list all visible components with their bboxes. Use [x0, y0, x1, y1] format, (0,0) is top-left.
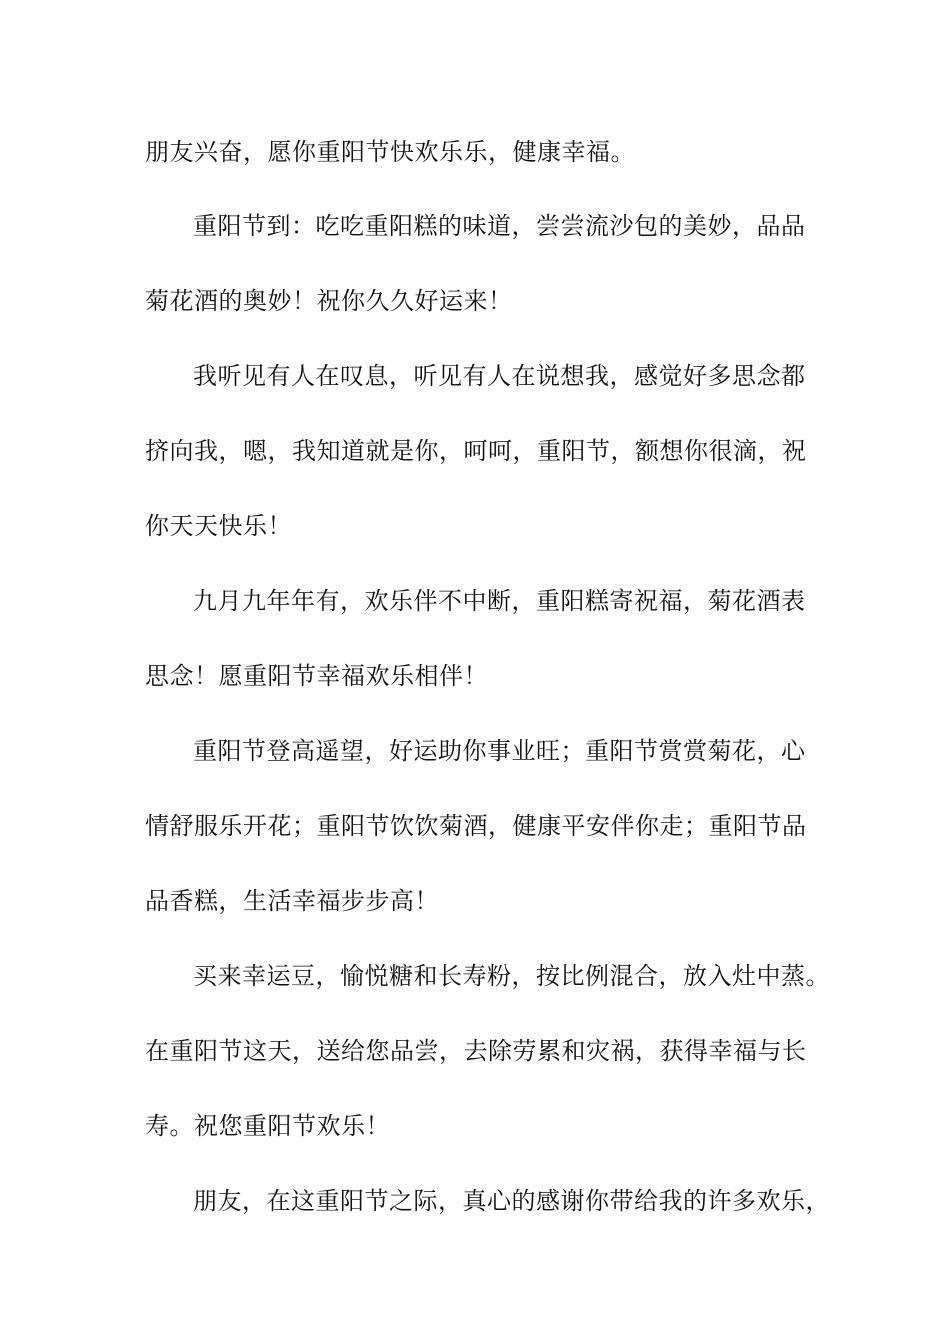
paragraph-first-line: 朋友，在这重阳节之际，真心的感谢你带给我的许多欢乐，	[193, 1187, 830, 1215]
paragraph-first-line: 重阳节登高遥望，好运助你事业旺；重阳节赏赏菊花，心	[193, 737, 806, 765]
paragraph-first-line: 我听见有人在叹息，听见有人在说想我，感觉好多思念都	[193, 362, 806, 390]
text-line: 情舒服乐开花；重阳节饮饮菊酒，健康平安伴你走；重阳节品	[145, 812, 807, 840]
text-line: 你天天快乐！	[145, 512, 292, 540]
text-line: 在重阳节这天，送给您品尝，去除劳累和灾祸，获得幸福与长	[145, 1037, 807, 1065]
text-line: 挤向我，嗯，我知道就是你，呵呵，重阳节，额想你很滴，祝	[145, 437, 807, 465]
text-line: 菊花酒的奥妙！祝你久久好运来！	[145, 287, 513, 315]
text-line: 朋友兴奋，愿你重阳节快欢乐乐，健康幸福。	[145, 138, 635, 166]
paragraph-first-line: 重阳节到：吃吃重阳糕的味道，尝尝流沙包的美妙，品品	[193, 212, 806, 240]
text-line: 品香糕，生活幸福步步高！	[145, 887, 439, 915]
text-line: 思念！愿重阳节幸福欢乐相伴！	[145, 662, 488, 690]
paragraph-first-line: 九月九年年有，欢乐伴不中断，重阳糕寄祝福，菊花酒表	[193, 587, 806, 615]
paragraph-first-line: 买来幸运豆，愉悦糖和长寿粉，按比例混合，放入灶中蒸。	[193, 962, 830, 990]
text-line: 寿。祝您重阳节欢乐！	[145, 1112, 390, 1140]
